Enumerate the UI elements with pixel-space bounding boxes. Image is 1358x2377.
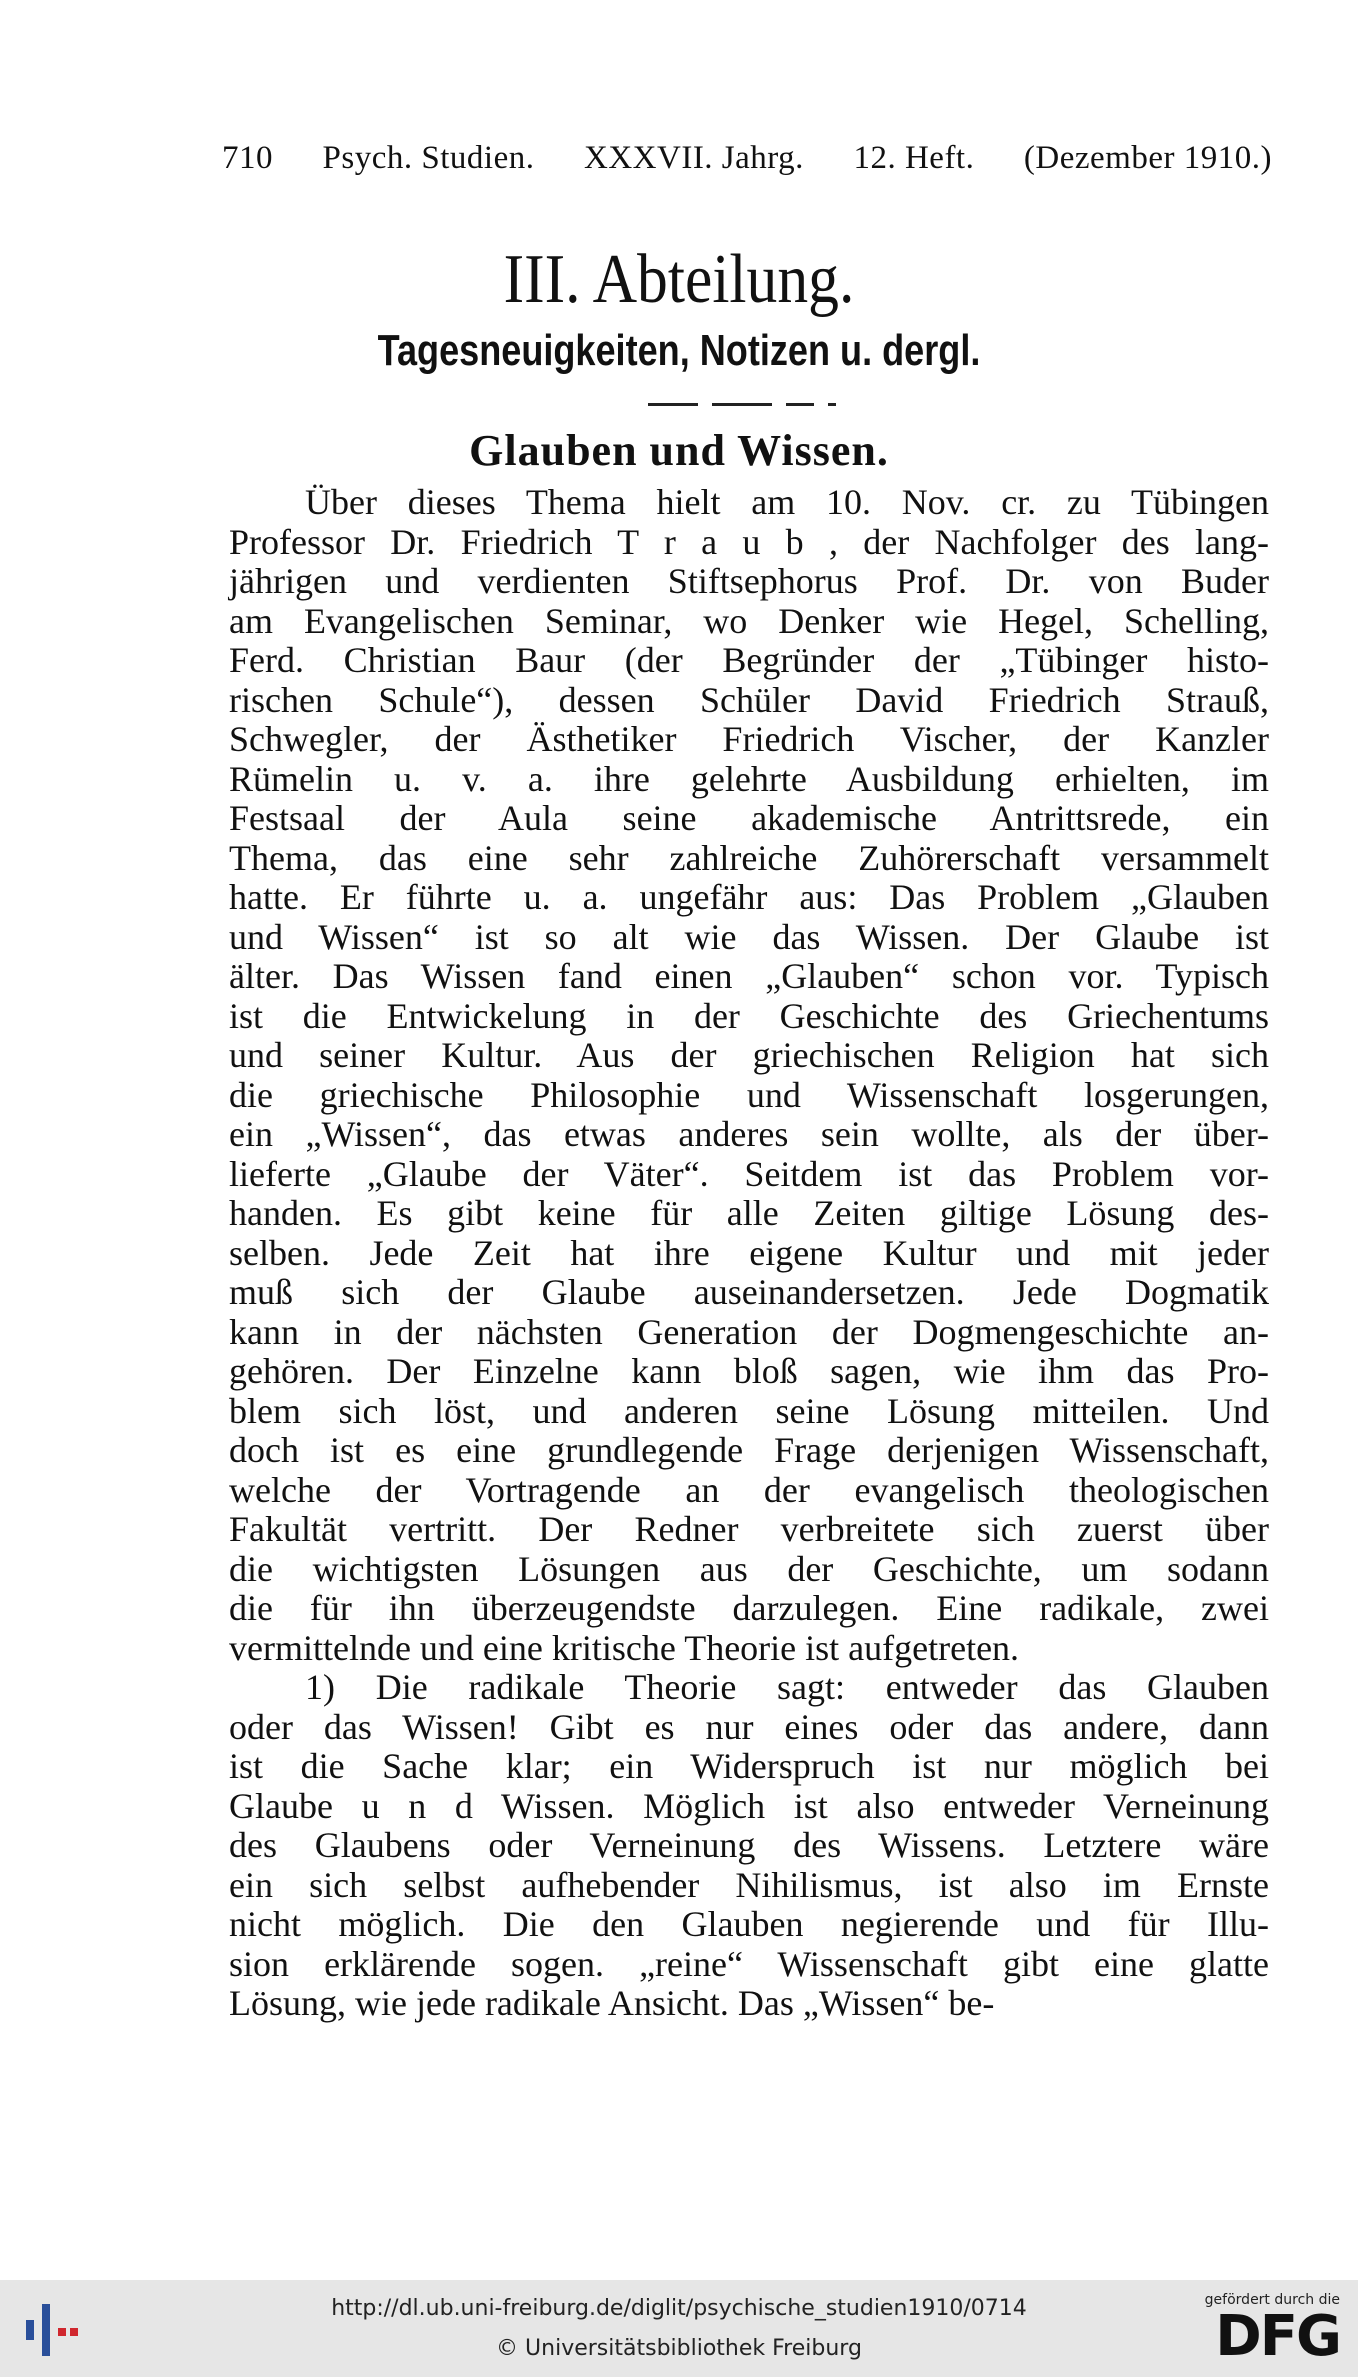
article-body xyxy=(229,483,1269,2024)
text-line: muß sich der Glaube auseinandersetzen. Jede Dogmatik xyxy=(229,1272,1269,1312)
text-line: lieferte „Glaube der Väter“. Seitdem ist das Problem vor- xyxy=(229,1153,1269,1194)
text-line: die griechische Philosophie und Wissenschaft losgerungen, xyxy=(229,1074,1269,1115)
text-line: Thema, das eine sehr zahlreiche Zuhörerschaft versammelt xyxy=(229,837,1269,878)
text-line: sion erklärende sogen. „reine“ Wissenschaft gibt eine glatte xyxy=(229,1943,1269,1984)
article-title: Glauben und Wissen. xyxy=(469,426,889,475)
issue-date: (Dezember 1910.) xyxy=(1023,140,1272,176)
text-line: ist die Sache klar; ein Widerspruch ist nur möglich bei xyxy=(229,1746,1269,1786)
issue-number: 12. Heft. xyxy=(853,140,975,176)
journal-year: XXXVII. Jahrg. xyxy=(584,140,804,176)
text-line: die wichtigsten Lösungen aus der Geschichte, um sodann xyxy=(229,1548,1269,1589)
text-line: und seiner Kultur. Aus der griechischen Religion hat sich xyxy=(229,1035,1269,1075)
text-line: ein sich selbst aufhebender Nihilismus, ist also im Ernste xyxy=(229,1864,1269,1905)
text-line: rischen Schule“), dessen Schüler David Friedrich Strauß, xyxy=(229,679,1269,720)
text-line: gehören. Der Einzelne kann bloß sagen, wie ihm das Pro- xyxy=(229,1351,1269,1391)
text-line: vermittelnde und eine kritische Theorie ist aufgetreten. xyxy=(229,1627,1020,1668)
text-line: ein „Wissen“, das etwas anderes sein wollte, als der über- xyxy=(229,1114,1269,1154)
text-line: welche der Vortragende an der evangelisch theologischen xyxy=(229,1469,1269,1510)
text-line: des Glaubens oder Verneinung des Wissens. Letztere wäre xyxy=(229,1825,1269,1865)
text-line: die für ihn überzeugendste darzulegen. Eine radikale, zwei xyxy=(229,1588,1269,1628)
text-line: nicht möglich. Die den Glauben negierende und für Illu- xyxy=(229,1904,1269,1944)
text-line: ist die Entwickelung in der Geschichte des Griechentums xyxy=(229,995,1269,1036)
running-header xyxy=(222,140,1272,177)
text-line: 1) Die radikale Theorie sagt: entweder das Glauben xyxy=(305,1667,1269,1707)
text-line: am Evangelischen Seminar, wo Denker wie Hegel, Schelling, xyxy=(229,600,1269,641)
copyright-notice: © Universitätsbibliothek Freiburg xyxy=(496,2336,862,2361)
text-line: selben. Jede Zeit hat ihre eigene Kultur und mit jeder xyxy=(229,1232,1269,1273)
footer-bar xyxy=(0,2280,1358,2377)
text-line: handen. Es gibt keine für alle Zeiten giltige Lösung des- xyxy=(229,1193,1269,1233)
text-line: Über dieses Thema hielt am 10. Nov. cr. zu Tübingen xyxy=(305,482,1269,522)
section-title: III. Abteilung. xyxy=(503,241,855,318)
text-line: jährigen und verdienten Stiftsephorus Prof. Dr. von Buder xyxy=(229,561,1269,601)
text-line: blem sich löst, und anderen seine Lösung mitteilen. Und xyxy=(229,1390,1269,1431)
journal-name: Psych. Studien. xyxy=(322,140,535,176)
title-divider xyxy=(648,403,842,407)
section-subtitle: Tagesneuigkeiten, Notizen u. dergl. xyxy=(377,326,981,375)
funding-note: gefördert durch die xyxy=(1204,2292,1340,2308)
text-line: Festsaal der Aula seine akademische Antrittsrede, ein xyxy=(229,798,1269,838)
text-line: Fakultät vertritt. Der Redner verbreitete sich zuerst über xyxy=(229,1509,1269,1549)
text-line: und Wissen“ ist so alt wie das Wissen. Der Glaube ist xyxy=(229,916,1269,957)
text-line: älter. Das Wissen fand einen „Glauben“ schon vor. Typisch xyxy=(229,956,1269,996)
dfg-logo-icon: DFG xyxy=(1215,2304,1340,2369)
text-line: hatte. Er führte u. a. ungefähr aus: Das Problem „Glauben xyxy=(229,877,1269,917)
text-line: doch ist es eine grundlegende Frage derjenigen Wissenschaft, xyxy=(229,1430,1269,1470)
text-line: Schwegler, der Ästhetiker Friedrich Vischer, der Kanzler xyxy=(229,719,1269,759)
permalink-url[interactable]: http://dl.ub.uni-freiburg.de/diglit/psychische_studien1910/0714 xyxy=(331,2296,1027,2321)
text-line: Ferd. Christian Baur (der Begründer der „Tübinger histo- xyxy=(229,640,1269,680)
page-number: 710 xyxy=(222,140,273,176)
text-line: Rümelin u. v. a. ihre gelehrte Ausbildung erhielten, im xyxy=(229,758,1269,799)
text-line: Lösung, wie jede radikale Ansicht. Das „Wissen“ be- xyxy=(229,1983,995,2023)
text-line: Glaube u n d Wissen. Möglich ist also entweder Verneinung xyxy=(229,1785,1269,1826)
text-line: oder das Wissen! Gibt es nur eines oder das andere, dann xyxy=(229,1706,1269,1747)
text-line: kann in der nächsten Generation der Dogmengeschichte an- xyxy=(229,1311,1269,1352)
text-line: Professor Dr. Friedrich T r a u b , der Nachfolger des lang- xyxy=(229,521,1269,562)
